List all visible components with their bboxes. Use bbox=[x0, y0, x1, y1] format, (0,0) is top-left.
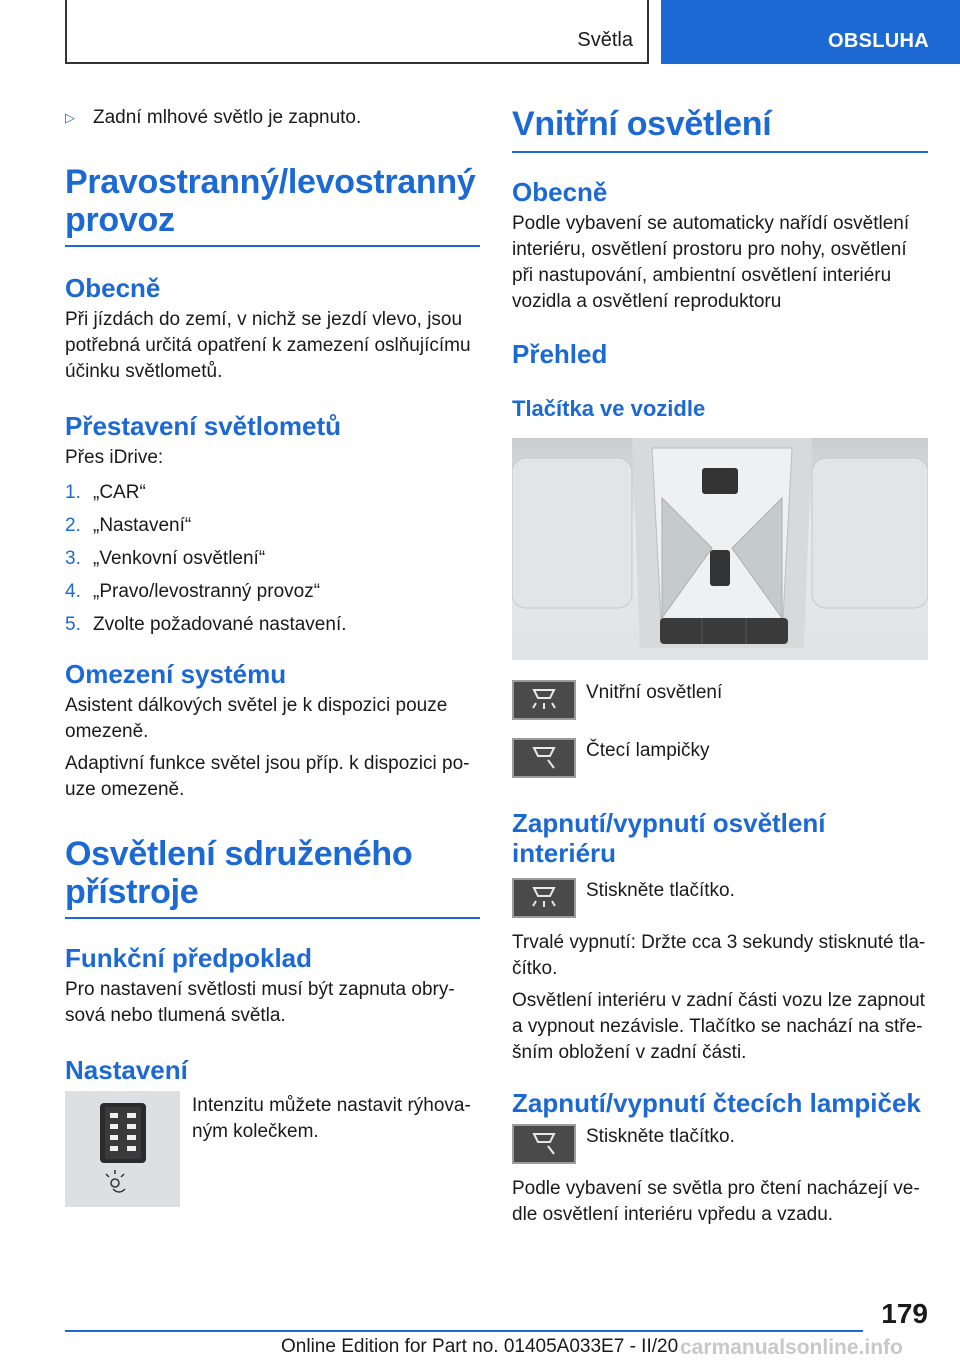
heading-adjust: Přestavení světlometů bbox=[65, 411, 342, 441]
toggle-reading-row bbox=[512, 1124, 928, 1164]
footer-edition: Online Edition for Part no. 01405A033E7 - II/20 bbox=[281, 1336, 679, 1357]
result-bullet bbox=[65, 105, 480, 131]
triangle-bullet-icon: ▷ bbox=[65, 110, 75, 125]
heading-overview: Přehled bbox=[512, 339, 608, 369]
heading-general-right: Obecně bbox=[512, 177, 608, 207]
press-button-text-2: Stiskněte tlačítko. bbox=[586, 1126, 735, 1147]
legend-reading-row bbox=[512, 738, 928, 778]
list-item: 4. „Pravo/levostranný provoz“ bbox=[65, 580, 321, 602]
rear-light-text: Osvětlení interiéru v zadní části vozu lze zapnout a vypnout nezávisle. Tlačítko se nachází na střešním obložení v zadní části. bbox=[512, 990, 925, 1063]
list-item: 3. „Venkovní osvětlení“ bbox=[65, 547, 266, 569]
list-item: 5. Zvolte požadované nastavení. bbox=[65, 613, 347, 635]
heading-toggle-interior: Zapnutí/vypnutí osvětlení interiéru bbox=[512, 808, 826, 868]
heading-interior: Vnitřní osvětlení bbox=[512, 105, 928, 153]
interior-light-icon bbox=[512, 878, 576, 918]
permanent-off-text: Trvalé vypnutí: Držte cca 3 sekundy stisknuté tlačítko. bbox=[512, 932, 926, 979]
heading-setting: Nastavení bbox=[65, 1055, 188, 1085]
limits-text-2: Adaptivní funkce světel jsou příp. k dispozici pouze omezeně. bbox=[65, 753, 470, 800]
toggle-interior-row bbox=[512, 878, 928, 918]
prereq-text: Pro nastavení světlosti musí být zapnuta obrysová nebo tlumená světla. bbox=[65, 979, 455, 1026]
heading-prereq: Funkční předpoklad bbox=[65, 943, 313, 973]
header-section-box bbox=[65, 0, 649, 64]
right-column bbox=[512, 100, 928, 1228]
footer-divider bbox=[65, 1330, 863, 1332]
roof-console-photo bbox=[512, 438, 928, 660]
header-chapter-label: OBSLUHA bbox=[828, 30, 929, 52]
legend-reading-text: Čtecí lampičky bbox=[586, 740, 710, 761]
limits-text-1: Asistent dálkových světel je k dispozici pouze omezeně. bbox=[65, 695, 448, 742]
steps-list bbox=[65, 476, 480, 641]
setting-row bbox=[65, 1091, 480, 1207]
heading-toggle-reading: Zapnutí/vypnutí čtecích lampiček bbox=[512, 1088, 921, 1118]
setting-text: Intenzitu můžete nastavit rýhovaným kolečkem. bbox=[192, 1095, 471, 1142]
reading-light-icon bbox=[512, 738, 576, 778]
interior-light-icon bbox=[512, 680, 576, 720]
press-button-text-1: Stiskněte tlačítko. bbox=[586, 880, 735, 901]
list-item: 2. „Nastavení“ bbox=[65, 514, 192, 536]
heading-limits: Omezení systému bbox=[65, 659, 287, 689]
general-text-left: Při jízdách do zemí, v nichž se jezdí vlevo, jsou potřebná určitá opatření k zamezení oslňujícímu účinku světlometů. bbox=[65, 309, 471, 382]
dimmer-wheel-image bbox=[65, 1091, 180, 1207]
reading-light-icon bbox=[512, 1124, 576, 1164]
result-text: Zadní mlhové světlo je zapnuto. bbox=[93, 107, 362, 128]
heading-buttons: Tlačítka ve vozidle bbox=[512, 396, 706, 421]
footer-watermark: carmanualsonline.info bbox=[680, 1336, 903, 1359]
page-number: 179 bbox=[881, 1298, 928, 1329]
heading-cluster: Osvětlení sdruženého přístroje bbox=[65, 835, 480, 919]
header-section-title: Světla bbox=[577, 29, 633, 51]
reading-lights-text: Podle vybavení se světla pro čtení nacházejí vedle osvětlení interiéru vpředu a vzadu. bbox=[512, 1178, 920, 1225]
list-item: 1. „CAR“ bbox=[65, 481, 146, 503]
legend-interior-row bbox=[512, 680, 928, 720]
adjust-intro: Přes iDrive: bbox=[65, 447, 164, 468]
left-column bbox=[65, 100, 480, 1207]
heading-general-left: Obecně bbox=[65, 273, 161, 303]
legend-interior-text: Vnitřní osvětlení bbox=[586, 682, 723, 703]
heading-traffic: Pravostranný/levostranný provoz bbox=[65, 163, 480, 247]
header-chapter-tab bbox=[661, 0, 960, 64]
general-text-right: Podle vybavení se automaticky nařídí osvětlení interiéru, osvětlení prostoru pro nohy, osvětlení při nastupování, ambientní osvětlení interiéru vozidla a osvětlení reproduktoru bbox=[512, 213, 910, 312]
